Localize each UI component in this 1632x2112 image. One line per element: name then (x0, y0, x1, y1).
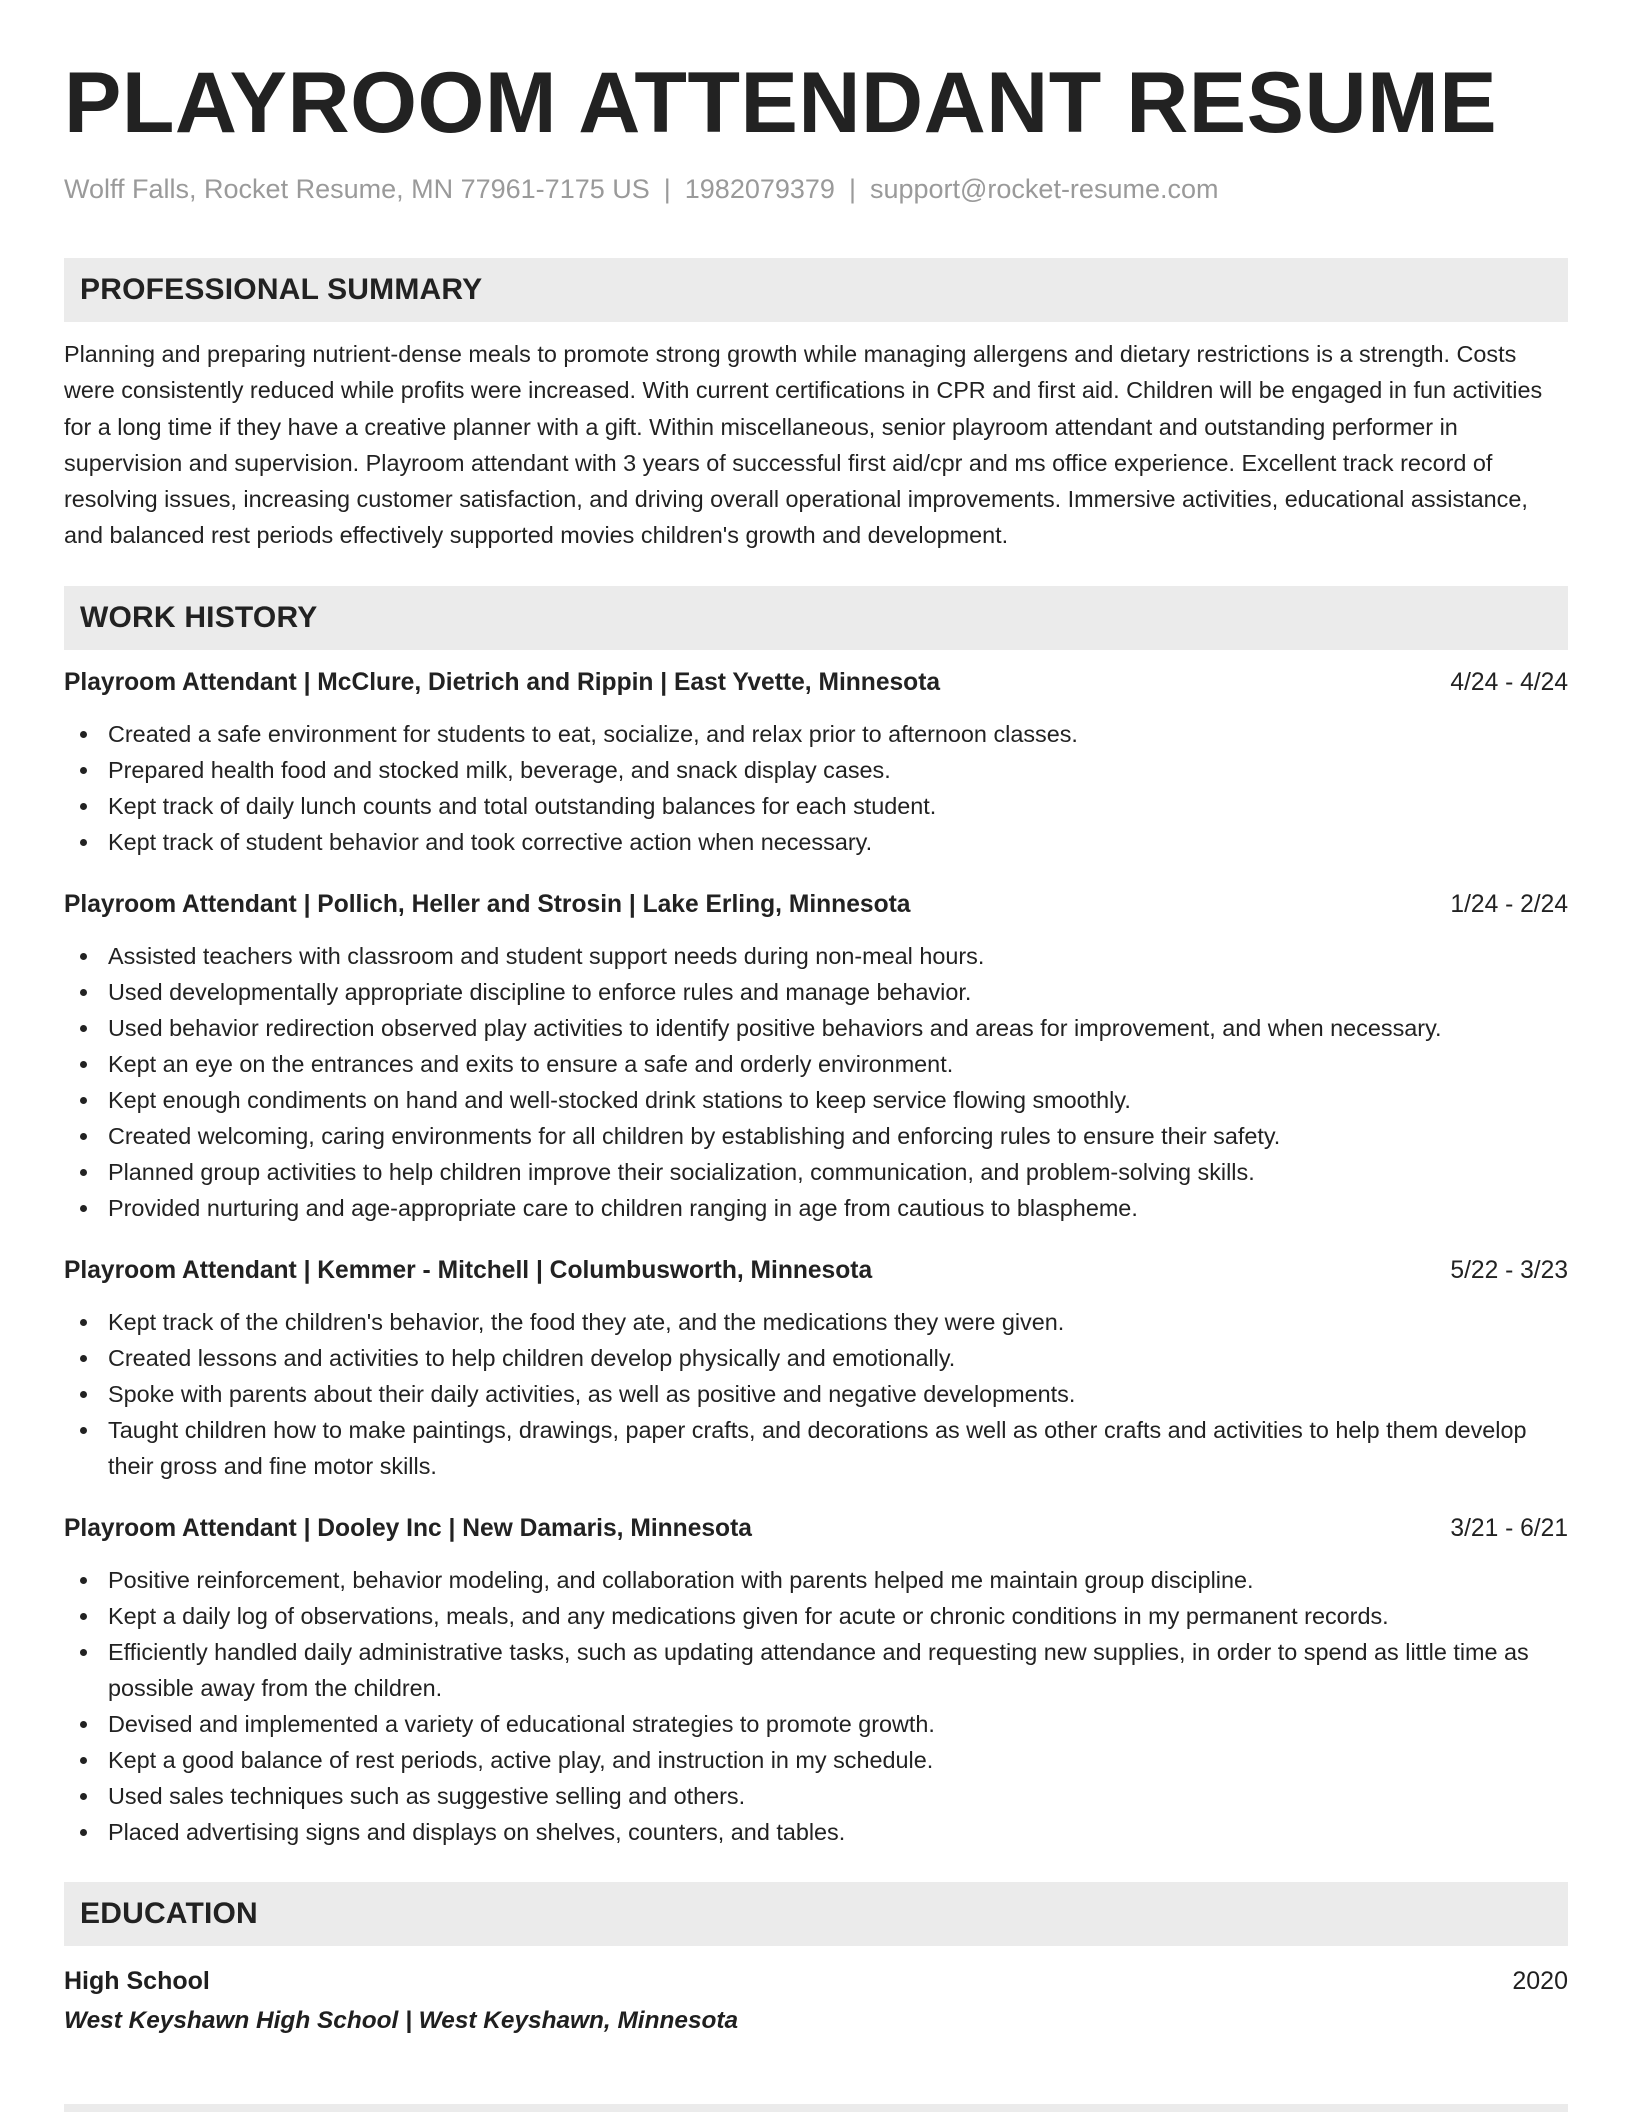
job-date: 4/24 - 4/24 (1450, 668, 1568, 696)
job-title: Playroom Attendant | Pollich, Heller and Strosin | Lake Erling, Minnesota (64, 890, 911, 918)
job-bullet-text: Created lessons and activities to help children develop physically and emotionally. (108, 1344, 956, 1371)
job-date: 1/24 - 2/24 (1450, 890, 1568, 918)
contact-address: Wolff Falls, Rocket Resume, MN 77961-7175 US (64, 174, 650, 204)
job-bullet-text: Created a safe environment for students to eat, socialize, and relax prior to afternoon classes. (108, 720, 1078, 747)
bullet-dot-icon (80, 1061, 87, 1068)
contact-phone: 1982079379 (684, 174, 835, 204)
bullet-dot-icon (80, 1391, 87, 1398)
bullet-dot-icon (80, 1721, 87, 1728)
resume-title: PLAYROOM ATTENDANT RESUME (64, 55, 1498, 151)
job-bullet-list (64, 938, 1568, 1226)
job-header (64, 888, 1568, 922)
job-bullet-text: Efficiently handled daily administrative tasks, such as updating attendance and requesting new supplies, in order to spend as little time as possible away from the children. (108, 1638, 1529, 1701)
job-bullet (64, 1562, 1568, 1598)
job-bullet-text: Placed advertising signs and displays on shelves, counters, and tables. (108, 1818, 846, 1845)
bullet-dot-icon (80, 1577, 87, 1584)
bullet-dot-icon (80, 1097, 87, 1104)
job-title: Playroom Attendant | Dooley Inc | New Damaris, Minnesota (64, 1514, 752, 1542)
job-bullet-text: Kept track of the children's behavior, the food they ate, and the medications they were given. (108, 1308, 1065, 1335)
job-entry (64, 666, 1568, 860)
job-bullet (64, 1412, 1568, 1484)
job-bullet-text: Provided nurturing and age-appropriate care to children ranging in age from cautious to blaspheme. (108, 1194, 1138, 1221)
job-title: Playroom Attendant | McClure, Dietrich and Rippin | East Yvette, Minnesota (64, 668, 941, 696)
contact-separator: | (663, 174, 671, 204)
education-header (64, 1964, 1568, 1998)
bullet-dot-icon (80, 731, 87, 738)
bullet-dot-icon (80, 839, 87, 846)
job-bullet-text: Prepared health food and stocked milk, beverage, and snack display cases. (108, 756, 891, 783)
job-bullet-text: Kept an eye on the entrances and exits to ensure a safe and orderly environment. (108, 1050, 954, 1077)
bullet-dot-icon (80, 1205, 87, 1212)
job-bullet-text: Kept a daily log of observations, meals, and any medications given for acute or chronic conditions in my permanent records. (108, 1602, 1389, 1629)
job-bullet (64, 1706, 1568, 1742)
job-bullet-text: Taught children how to make paintings, drawings, paper crafts, and decorations as well as other crafts and activities to help them develop their gross and fine motor skills. (108, 1416, 1527, 1479)
job-bullet-text: Used behavior redirection observed play activities to identify positive behaviors and areas for improvement, and when necessary. (108, 1014, 1442, 1041)
job-bullet-text: Used developmentally appropriate discipline to enforce rules and manage behavior. (108, 978, 972, 1005)
next-section-bar (64, 2104, 1568, 2112)
bullet-dot-icon (80, 1427, 87, 1434)
bullet-dot-icon (80, 1025, 87, 1032)
bullet-dot-icon (80, 1757, 87, 1764)
education-school: West Keyshawn High School | West Keyshawn, Minnesota (64, 2006, 739, 2034)
job-bullet (64, 1304, 1568, 1340)
bullet-dot-icon (80, 803, 87, 810)
bullet-dot-icon (80, 1355, 87, 1362)
job-bullet (64, 1376, 1568, 1412)
job-bullet (64, 788, 1568, 824)
job-header (64, 666, 1568, 700)
job-bullet (64, 1598, 1568, 1634)
job-bullet-list (64, 716, 1568, 860)
bullet-dot-icon (80, 1613, 87, 1620)
job-bullet (64, 1814, 1568, 1850)
work-history-list (64, 666, 1568, 1850)
section-heading-work-history: WORK HISTORY (64, 586, 1568, 650)
job-bullet (64, 1154, 1568, 1190)
bullet-dot-icon (80, 1649, 87, 1656)
job-bullet-text: Used sales techniques such as suggestive selling and others. (108, 1782, 746, 1809)
job-entry (64, 1512, 1568, 1850)
bullet-dot-icon (80, 1133, 87, 1140)
job-header (64, 1254, 1568, 1288)
job-bullet-list (64, 1304, 1568, 1484)
job-bullet (64, 1010, 1568, 1046)
bullet-dot-icon (80, 953, 87, 960)
job-bullet-text: Devised and implemented a variety of educational strategies to promote growth. (108, 1710, 935, 1737)
job-header (64, 1512, 1568, 1546)
job-entry (64, 888, 1568, 1226)
job-bullet-text: Positive reinforcement, behavior modeling, and collaboration with parents helped me maintain group discipline. (108, 1566, 1254, 1593)
job-bullet (64, 1190, 1568, 1226)
job-date: 3/21 - 6/21 (1450, 1514, 1568, 1542)
job-bullet (64, 1778, 1568, 1814)
job-bullet (64, 974, 1568, 1010)
job-title: Playroom Attendant | Kemmer - Mitchell | Columbusworth, Minnesota (64, 1256, 873, 1284)
job-bullet (64, 716, 1568, 752)
contact-separator: | (848, 174, 856, 204)
job-bullet-text: Kept track of daily lunch counts and total outstanding balances for each student. (108, 792, 937, 819)
bullet-dot-icon (80, 767, 87, 774)
bullet-dot-icon (80, 1319, 87, 1326)
job-date: 5/22 - 3/23 (1450, 1256, 1568, 1284)
job-entry (64, 1254, 1568, 1484)
job-bullet-text: Created welcoming, caring environments for all children by establishing and enforcing rules to ensure their safety. (108, 1122, 1281, 1149)
education-entry (64, 1964, 1568, 2038)
job-bullet (64, 1118, 1568, 1154)
job-bullet (64, 1742, 1568, 1778)
education-degree: High School (64, 1966, 210, 1995)
job-bullet (64, 1634, 1568, 1706)
job-bullet-list (64, 1562, 1568, 1850)
section-heading-education: EDUCATION (64, 1882, 1568, 1946)
job-bullet-text: Kept enough condiments on hand and well-stocked drink stations to keep service flowing smoothly. (108, 1086, 1131, 1113)
job-bullet (64, 938, 1568, 974)
bullet-dot-icon (80, 1829, 87, 1836)
contact-line (64, 172, 1568, 206)
education-year: 2020 (1512, 1966, 1568, 1995)
bullet-dot-icon (80, 1169, 87, 1176)
job-bullet-text: Kept track of student behavior and took corrective action when necessary. (108, 828, 873, 855)
job-bullet (64, 824, 1568, 860)
job-bullet (64, 1082, 1568, 1118)
job-bullet (64, 752, 1568, 788)
section-heading-summary: PROFESSIONAL SUMMARY (64, 258, 1568, 322)
contact-email: support@rocket-resume.com (869, 174, 1219, 204)
job-bullet-text: Assisted teachers with classroom and student support needs during non-meal hours. (108, 942, 985, 969)
job-bullet-text: Planned group activities to help children improve their socialization, communication, and problem-solving skills. (108, 1158, 1255, 1185)
job-bullet (64, 1340, 1568, 1376)
bullet-dot-icon (80, 989, 87, 996)
bullet-dot-icon (80, 1793, 87, 1800)
job-bullet (64, 1046, 1568, 1082)
job-bullet-text: Kept a good balance of rest periods, active play, and instruction in my schedule. (108, 1746, 934, 1773)
job-bullet-text: Spoke with parents about their daily activities, as well as positive and negative developments. (108, 1380, 1076, 1407)
summary-text: Planning and preparing nutrient-dense meals to promote strong growth while managing allergens and dietary restrictions is a strength. Costs were consistently reduced while profits were increased. With current certifications in CPR and first aid. Children will be engaged in fun activities for a long time if they have a creative planner with a gift. Within miscellaneous, senior playroom attendant and outstanding performer in supervision and supervision. Playroom attendant with 3 years of successful first aid/cpr and ms office experience. Excellent track record of resolving issues, increasing customer satisfaction, and driving overall operational improvements. Immersive activities, educational assistance, and balanced rest periods effectively supported movies children's growth and development. (64, 341, 1543, 549)
